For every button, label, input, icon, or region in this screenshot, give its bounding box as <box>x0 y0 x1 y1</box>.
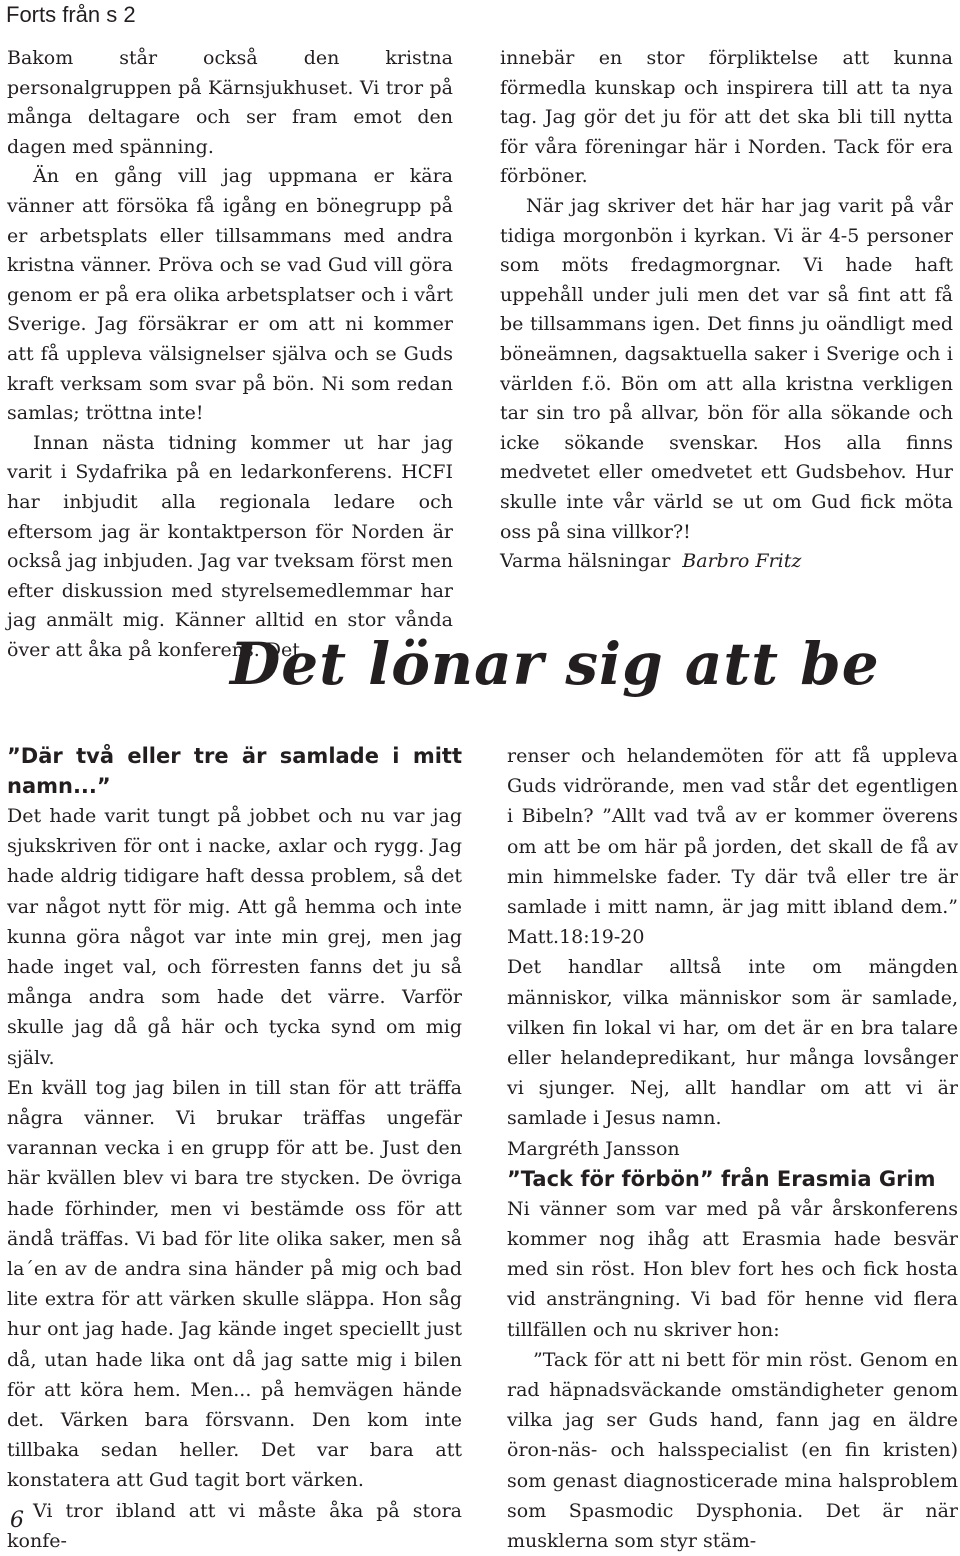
paragraph: renser och helandemöten för att få uppleva Guds vidrörande, men vad står det egentligen i Bibeln? ”Allt vad två av er kommer överens om att be om här på jorden, det skall de få av min himmelske fader. Ty där två eller tre är samlade i mitt namn, är jag mitt ibland dem.” Matt.18:19-20 <box>507 745 958 949</box>
signature <box>500 547 953 577</box>
author-name: Margréth Jansson <box>507 1137 680 1160</box>
paragraph: En kväll tog jag bilen in till stan för att träffa några vänner. Vi brukar träffas ungefär varannan vecka i en grupp för att be. Just den här kvällen blev vi bara tre stycken. De övriga hade förhinder, men vi bestämde oss för att ändå träffas. Vi bad för lite olika saker, men så la´en av de andra sina händer på mig och bad lite extra för att värken skulle släppa. Hon såg hur ont jag hade. Jag kände inget speciellt just då, utan hade lika ont då jag satte mig i bilen för att köra hem. Men... på hemvägen hände det. Värken bara försvann. Den kom inte tillbaka sedan heller. Det var bara att konstatera att Gud tagit bort värken. <box>7 1076 462 1492</box>
paragraph: Innan nästa tidning kommer ut har jag varit i Sydafrika på en ledarkonferens. HCFI har inbjudit alla regionala ledare och eftersom jag är kontaktperson för Norden är också jag inbjuden. Jag var tveksam först men efter diskussion med styrelsemedlemmar har jag anmält mig. Känner alltid en stor vånda över att åka på konferens. Det <box>7 431 453 661</box>
article-title: Det lönar sig att be <box>230 630 880 698</box>
paragraph: Det hade varit tungt på jobbet och nu var jag sjukskriven för ont i nacke, axlar och rygg. Jag hade aldrig tidigare haft dessa problem, så det var något nytt för mig. Att gå hemma och inte kunna göra något var inte min grej, men jag hade inget val, och förresten fanns det ju så många andra som hade det värre. Varför skulle jag då gå här och tycka synd om mig själv. <box>7 805 462 1069</box>
paragraph: Än en gång vill jag uppmana er kära vänner att försöka få igång en bönegrupp på er arbetsplats eller tillsammans med andra kristna vänner. Pröva och se vad Gud vill göra genom er på era olika arbetsplatser och i vårt Sverige. Jag försäkrar er om att ni kommer att få uppleva välsignelser själva och se Guds kraft verksam som svar på bön. Ni som redan samlas; tröttna inte! <box>7 165 453 425</box>
paragraph: Det handlar alltså inte om mängden människor, vilka människor som är samlade, vilken fin lokal vi har, om det är en bra talare eller helandepredikant, hur många lovsånger vi sjunger. Nej, allt handlar om att vi är samlade i Jesus namn. <box>507 956 958 1130</box>
paragraph: Vi tror ibland att vi måste åka på stora konfe- <box>7 1499 462 1552</box>
section-heading: ”Tack för förbön” från Erasmia Grim <box>507 1166 936 1191</box>
top-right-column <box>500 44 953 577</box>
continued-header: Forts från s 2 <box>6 2 136 27</box>
article-left-column <box>7 741 462 1556</box>
page-number: 6 <box>10 1508 24 1533</box>
article-right-column <box>507 741 958 1556</box>
section-heading: ”Där två eller tre är samlade i mitt namn...” <box>7 744 462 798</box>
paragraph: innebär en stor förpliktelse att kunna förmedla kunskap och inspirera till att ta nya tag. Jag gör det ju för att det ska bli till nytta för våra föreningar här i Norden. Tack för era förböner. <box>500 47 953 188</box>
signature-name: Barbro Fritz <box>682 550 802 573</box>
paragraph: Ni vänner som var med på vår årskonferens kommer nog ihåg att Erasmia hade besvär med sin röst. Hon blev fort hes och fick hosta vid ansträngning. Vi bad för henne vid flera tillfällen och nu skriver hon: <box>507 1197 958 1341</box>
signature-greeting: Varma hälsningar <box>500 550 671 573</box>
top-left-column <box>7 44 453 665</box>
paragraph: När jag skriver det här har jag varit på vår tidiga morgonbön i kyrkan. Vi är 4-5 personer som möts fredagmorgnar. Vi hade haft uppehåll under juli men det var så fint att få be tillsammans igen. Det finns ju oändligt med böneämnen, dagsaktuella saker i Sverige och i världen f.ö. Bön om att alla kristna verkligen tar sin tro på allvar, bön för alla sökande och icke sökande svenskar. Hos alla finns medvetet eller omedvetet ett Gudsbehov. Hur skulle inte vår värld se ut om Gud fick möta oss på sina villkor?! <box>500 194 953 543</box>
paragraph: ”Tack för att ni bett för min röst. Genom en rad häpnadsväckande omständigheter genom vilka jag ser Guds hand, fann jag en äldre öron-näs- och halsspecialist (en fin kristen) som genast diagnosticerade mina halsproblem som Spasmodic Dysphonia. Det är när musklerna som styr stäm- <box>507 1348 958 1553</box>
paragraph: Bakom står också den kristna personalgruppen på Kärnsjukhuset. Vi tror på många deltagare och ser fram emot den dagen med spänning. <box>7 47 453 158</box>
